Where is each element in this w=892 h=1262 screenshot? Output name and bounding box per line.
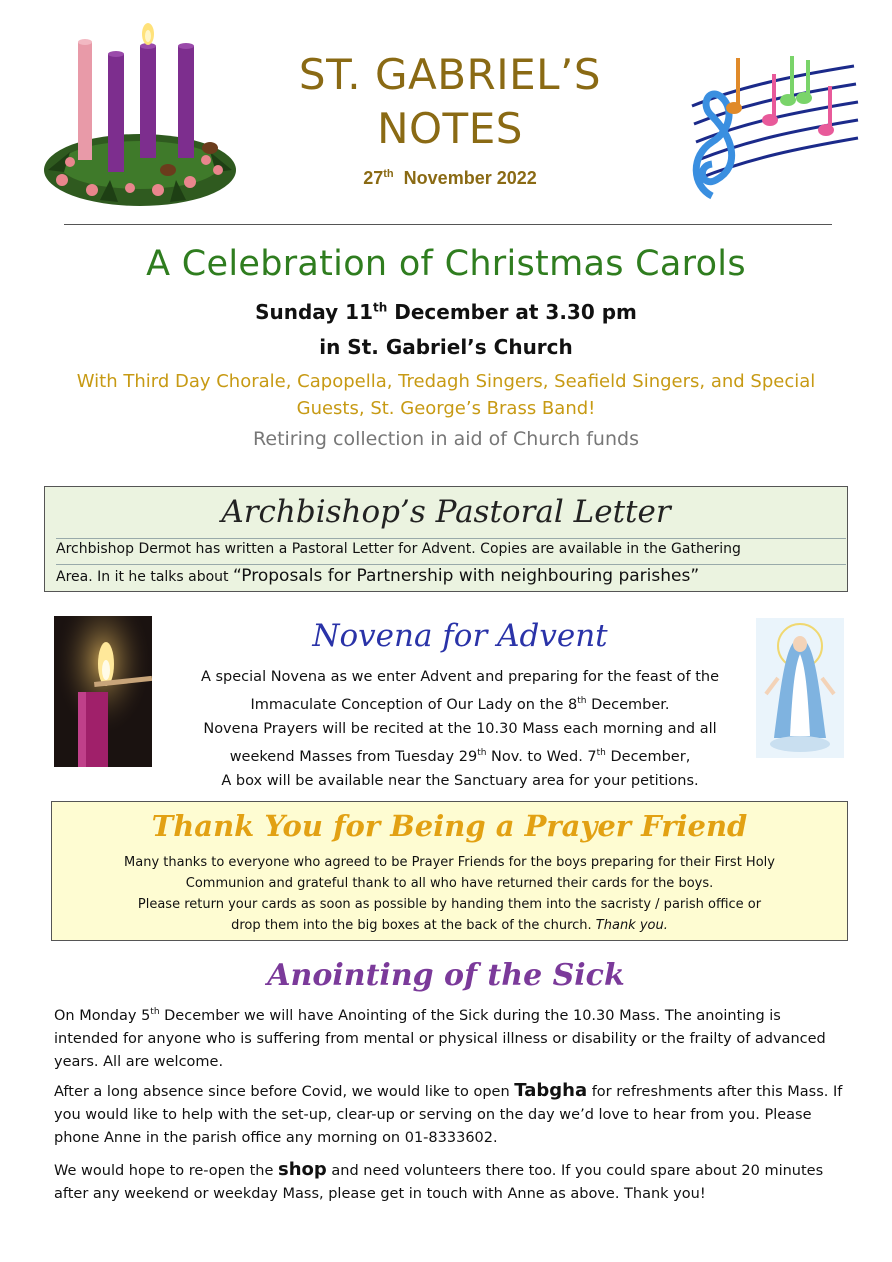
novena-line: Immaculate Conception of Our Lady on the 8th December. bbox=[250, 696, 670, 713]
music-staff-icon bbox=[672, 46, 862, 206]
carols-collection: Retiring collection in aid of Church funds bbox=[253, 428, 639, 450]
pastoral-letter-line1: Archbishop Dermot has written a Pastoral Letter for Advent. Copies are available in the Gathering bbox=[56, 541, 741, 557]
pastoral-letter-quote: “Proposals for Partnership with neighbouring parishes” bbox=[233, 566, 700, 586]
mary-image bbox=[756, 618, 844, 758]
date-suffix: th bbox=[383, 168, 394, 180]
pastoral-letter-rule bbox=[56, 564, 846, 565]
carols-title: A Celebration of Christmas Carols bbox=[146, 244, 746, 284]
date-rest: November 2022 bbox=[403, 168, 537, 188]
carols-where: in St. Gabriel’s Church bbox=[319, 335, 573, 359]
anointing-paragraph: On Monday 5th December we will have Anointing of the Sick during the 10.30 Mass. The anointing is intended for anyone who is suffering from mental or physical illness or disability or the frailty of advanced years. All are welcome. bbox=[54, 1007, 826, 1070]
anointing-title: Anointing of the Sick bbox=[267, 958, 625, 993]
prayer-friend-title: Thank You for Being a Prayer Friend bbox=[151, 809, 748, 843]
prayer-friend-line: Many thanks to everyone who agreed to be Prayer Friends for the boys preparing for their First Holy bbox=[124, 855, 775, 870]
prayer-friend-line: drop them into the big boxes at the back of the church. Thank you. bbox=[231, 918, 668, 933]
novena-line: Novena Prayers will be recited at the 10.30 Mass each morning and all bbox=[203, 720, 717, 737]
pastoral-letter-line2-text: Area. In it he talks about bbox=[56, 569, 233, 585]
date-day: 27 bbox=[363, 168, 384, 188]
shop-paragraph: We would hope to re-open the shop and need volunteers there too. If you could spare about 20 minutes after any weekend or weekday Mass, please get in touch with Anne as above. Thank you! bbox=[54, 1159, 824, 1202]
carols-when-sup: th bbox=[373, 300, 388, 315]
carols-when-a: Sunday 11 bbox=[255, 300, 374, 324]
candle-photo bbox=[54, 616, 152, 767]
novena-line: weekend Masses from Tuesday 29th Nov. to Wed. 7th December, bbox=[229, 747, 691, 765]
prayer-friend-text bbox=[51, 852, 848, 936]
header-divider bbox=[64, 224, 832, 225]
page-title-line2: NOTES bbox=[377, 104, 523, 153]
carols-when bbox=[0, 300, 892, 324]
tabgha-paragraph: After a long absence since before Covid, we would like to open Tabgha for refreshments after this Mass. If you would like to help with the set-up, clear-up or serving on the day we’d love to hear from you. Please phone Anne in the parish office any morning on 01-8333602. bbox=[54, 1080, 843, 1146]
advent-wreath-icon bbox=[40, 20, 240, 210]
novena-line: A special Novena as we enter Advent and preparing for the feast of the bbox=[200, 669, 720, 685]
novena-line: A box will be available near the Sanctuary area for your petitions. bbox=[221, 772, 699, 789]
tabgha-label: Tabgha bbox=[514, 1080, 588, 1101]
pastoral-letter-line2 bbox=[56, 566, 699, 586]
page-title-line1: ST. GABRIEL’S bbox=[298, 50, 602, 99]
carols-when-b: December at 3.30 pm bbox=[387, 300, 637, 324]
carols-performers: With Third Day Chorale, Capopella, Tredagh Singers, Seafield Singers, and Special Guests, St. George’s Brass Band! bbox=[76, 371, 816, 419]
prayer-friend-line: Communion and grateful thank to all who have returned their cards for the boys. bbox=[185, 876, 714, 891]
pastoral-letter-rule bbox=[56, 538, 846, 539]
novena-text bbox=[160, 665, 760, 793]
shop-label: shop bbox=[278, 1159, 327, 1180]
issue-date bbox=[250, 168, 650, 189]
pastoral-letter-title: Archbishop’s Pastoral Letter bbox=[221, 494, 671, 530]
prayer-friend-line: Please return your cards as soon as possible by handing them into the sacristy / parish office or bbox=[137, 897, 762, 912]
novena-title: Novena for Advent bbox=[312, 618, 608, 654]
